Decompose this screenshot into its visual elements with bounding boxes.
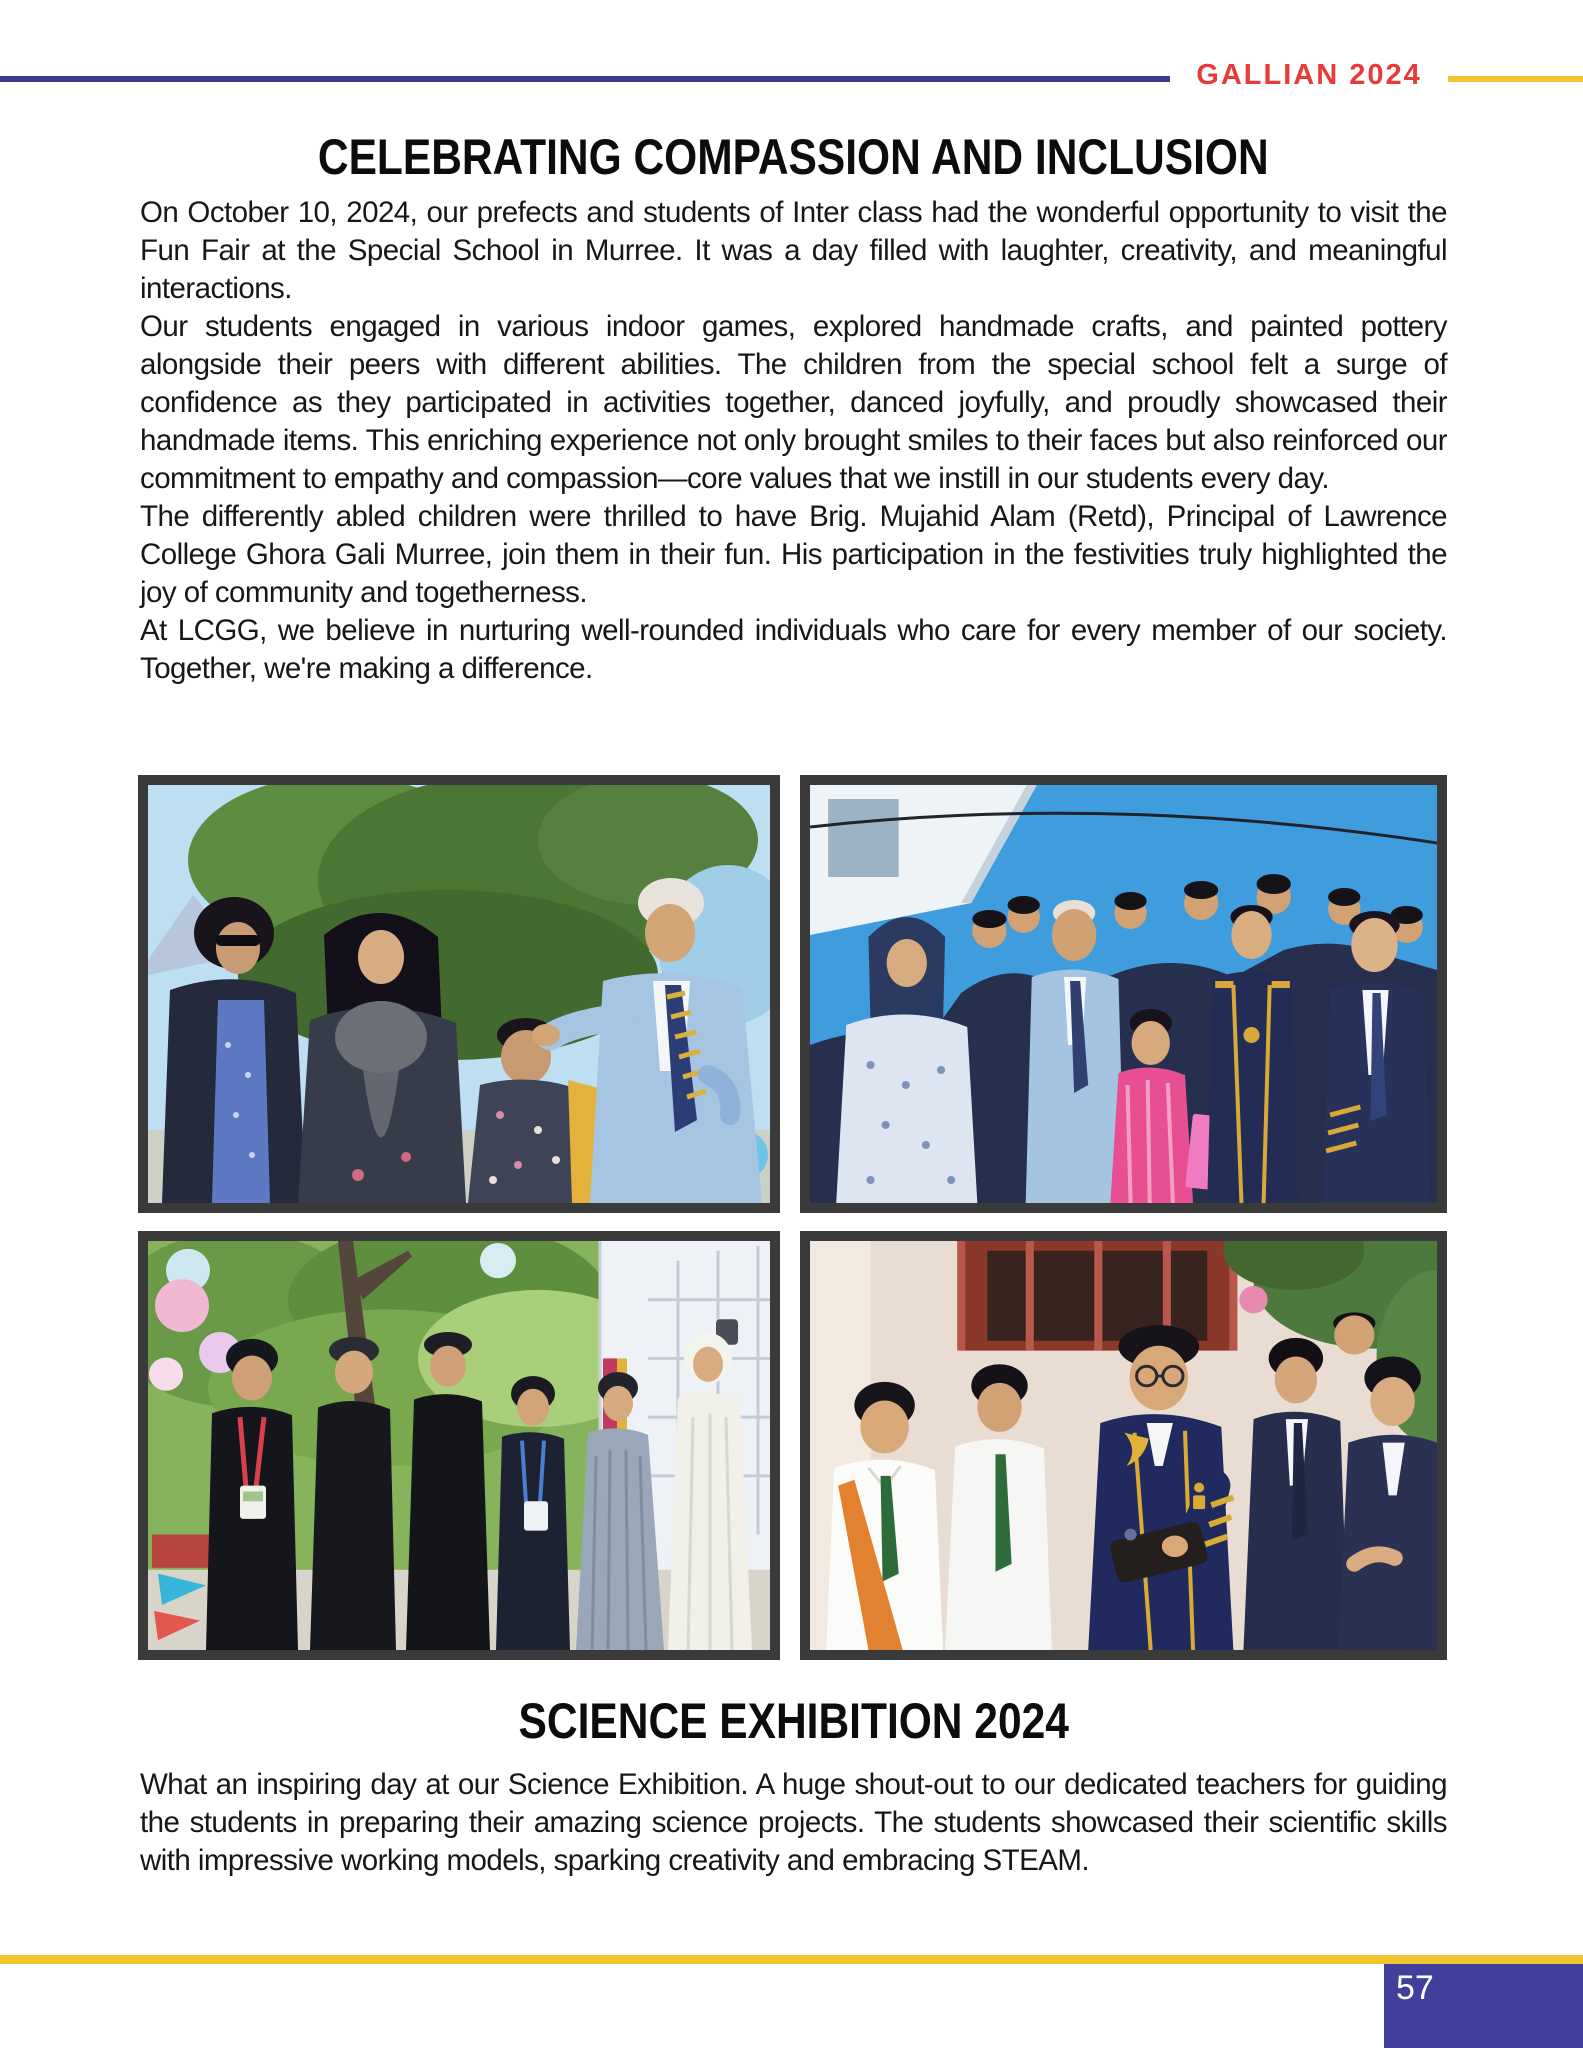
footer-accent-bar: [0, 1955, 1583, 1964]
paragraph-5: What an inspiring day at our Science Exhibition. A huge shout-out to our dedicated teachers for guiding the students in preparing their amazing science projects. The students showcased their scientific skills with impressive working models, sparking creativity and embracing STEAM.: [140, 1768, 1447, 1877]
section-title-science: [140, 1694, 1447, 1749]
paragraph-1: On October 10, 2024, our prefects and students of Inter class had the wonderful opportunity to visit the Fun Fair at the Special School in Murree. It was a day filled with laughter, creativity, and meaningful interactions.: [140, 196, 1447, 305]
section-title-compassion: [140, 130, 1447, 185]
page-number: 57: [1396, 1969, 1434, 2007]
page-number-box: [1384, 1964, 1583, 2048]
photo-2-image: [810, 785, 1437, 1203]
header-rule-left: [0, 76, 1170, 82]
paragraph-2: Our students engaged in various indoor games, explored handmade crafts, and painted pottery alongside their peers with different abilities. The children from the special school felt a surge of confidence as they participated in activities together, danced joyfully, and proudly showcased their handmade items. This enriching experience not only brought smiles to their faces but also reinforced our commitment to empathy and compassion—core values that we instill in our students every day.: [140, 310, 1447, 495]
section-title-science-text: SCIENCE EXHIBITION 2024: [518, 1693, 1069, 1749]
photo-1-image: [148, 785, 770, 1203]
photo-4-image: [810, 1241, 1437, 1650]
photo-science-exhibition: [800, 1231, 1447, 1660]
paragraph-4: At LCGG, we believe in nurturing well-rounded individuals who care for every member of our society. Together, we're making a difference.: [140, 614, 1447, 685]
photo-grid: [138, 775, 1447, 1660]
paragraph-3: The differently abled children were thrilled to have Brig. Mujahid Alam (Retd), Principal of Lawrence College Ghora Gali Murree, join them in their fun. His participation in the festivities truly highlighted the joy of community and togetherness.: [140, 500, 1447, 609]
photo-group-prefects: [800, 775, 1447, 1213]
article-compassion: [140, 194, 1447, 688]
brand-title: GALLIAN 2024: [1196, 59, 1422, 91]
photo-children-fair: [138, 1231, 780, 1660]
section-title-compassion-text: CELEBRATING COMPASSION AND INCLUSION: [318, 129, 1269, 185]
article-science: [140, 1766, 1447, 1880]
photo-fun-fair-principal-child: [138, 775, 780, 1213]
header-rule-right: [1448, 76, 1583, 82]
photo-3-image: [148, 1241, 770, 1650]
